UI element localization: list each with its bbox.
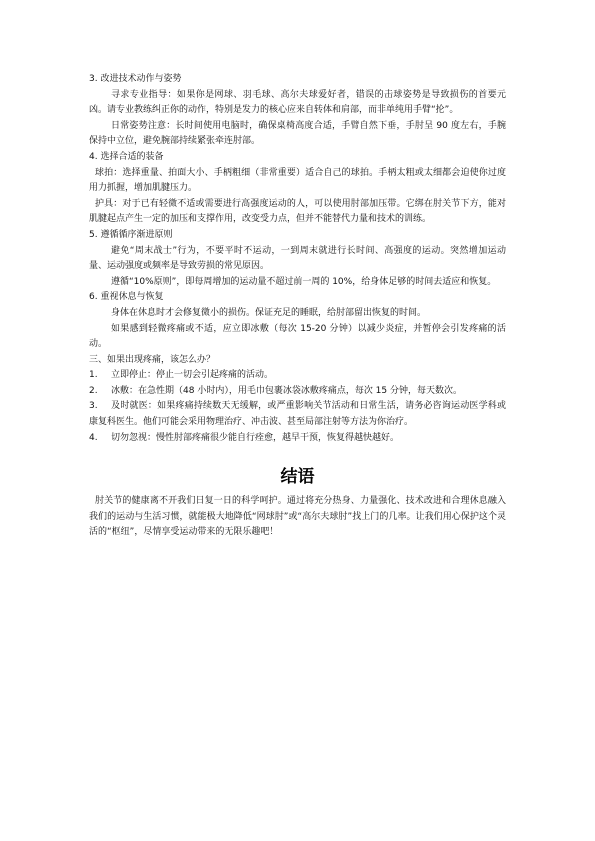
section5-paragraph-1: 避免“周末战士”行为，不要平时不运动，一到周末就进行长时间、高强度的运动。突然增加运动量、运动强度或频率是导致劳损的常见原因。 (89, 245, 506, 272)
list-item (89, 368, 506, 384)
conclusion-paragraph: 肘关节的健康离不开我们日复一日的科学呵护。通过将充分热身、力量强化、技术改进和合理休息融入我们的运动与生活习惯，就能极大地降低“网球肘”或“高尔夫球肘”找上门的几率。让我们用心保护这个灵活的“枢纽”，尽情享受运动带来的无限乐趣吧！ (89, 496, 506, 538)
list-item-number: 3. (89, 401, 98, 412)
section4-paragraph-2: 护具：对于已有轻微不适或需要进行高强度运动的人，可以使用肘部加压带。它绑在肘关节下方，能对肌腱起点产生一定的加压和支撑作用，改变受力点，但并不能替代力量和技术的训练。 (89, 198, 506, 225)
list-item-number: 2. (89, 385, 98, 396)
list-item (89, 431, 506, 447)
section6-paragraph-2: 如果感到轻微疼痛或不适，应立即冰敷（每次 15-20 分钟）以减少炎症，并暂停会引发疼痛的活动。 (89, 323, 506, 350)
section5-heading: 5. 遵循循序渐进原则 (89, 229, 173, 240)
list-item-text: 及时就医：如果疼痛持续数天无缓解，或严重影响关节活动和日常生活，请务必咨询运动医学科或康复科医生。他们可能会采用物理治疗、冲击波、甚至局部注射等方法为你治疗。 (89, 401, 506, 428)
section6-paragraph-1: 身体在休息时才会修复微小的损伤。保证充足的睡眠，给肘部留出恢复的时间。 (111, 307, 427, 318)
list-item-text: 立即停止：停止一切会引起疼痛的活动。 (111, 370, 274, 381)
section3-paragraph-2: 日常姿势注意：长时间使用电脑时，确保桌椅高度合适，手臂自然下垂，手肘呈 90 度左右，手腕保持中立位，避免腕部持续紧张牵连肘部。 (89, 120, 506, 147)
part3-heading: 三、如果出现疼痛，该怎么办？ (89, 354, 216, 365)
list-item (89, 384, 506, 400)
action-list (89, 368, 506, 446)
section4-heading: 4. 选择合适的装备 (89, 151, 164, 162)
section5-paragraph-2: 遵循“10%原则”，即每周增加的运动量不超过前一周的 10%，给身体足够的时间去适应和恢复。 (111, 276, 497, 287)
list-item (89, 399, 506, 430)
section6-heading: 6. 重视休息与恢复 (89, 292, 164, 303)
section3-paragraph-1: 寻求专业指导：如果你是网球、羽毛球、高尔夫球爱好者，错误的击球姿势是导致损伤的首要元凶。请专业教练纠正你的动作，特别是发力的核心应来自转体和肩部，而非单纯用手臂“抡”。 (89, 89, 506, 116)
section3-heading: 3. 改进技术动作与姿势 (89, 74, 182, 84)
list-item-number: 1. (89, 370, 98, 381)
list-item-text: 冰敷：在急性期（48 小时内），用毛巾包裹冰袋冰敷疼痛点，每次 15 分钟，每天数次。 (111, 385, 462, 396)
list-item-text: 切勿忽视：慢性肘部疼痛很少能自行痊愈，越早干预，恢复得越快越好。 (111, 432, 400, 443)
list-item-number: 4. (89, 432, 98, 443)
section4-paragraph-1: 球拍：选择重量、拍面大小、手柄粗细（非常重要）适合自己的球拍。手柄太粗或太细都会迫使你过度用力抓握，增加肌腱压力。 (89, 167, 506, 194)
conclusion-title: 结语 (280, 467, 315, 488)
